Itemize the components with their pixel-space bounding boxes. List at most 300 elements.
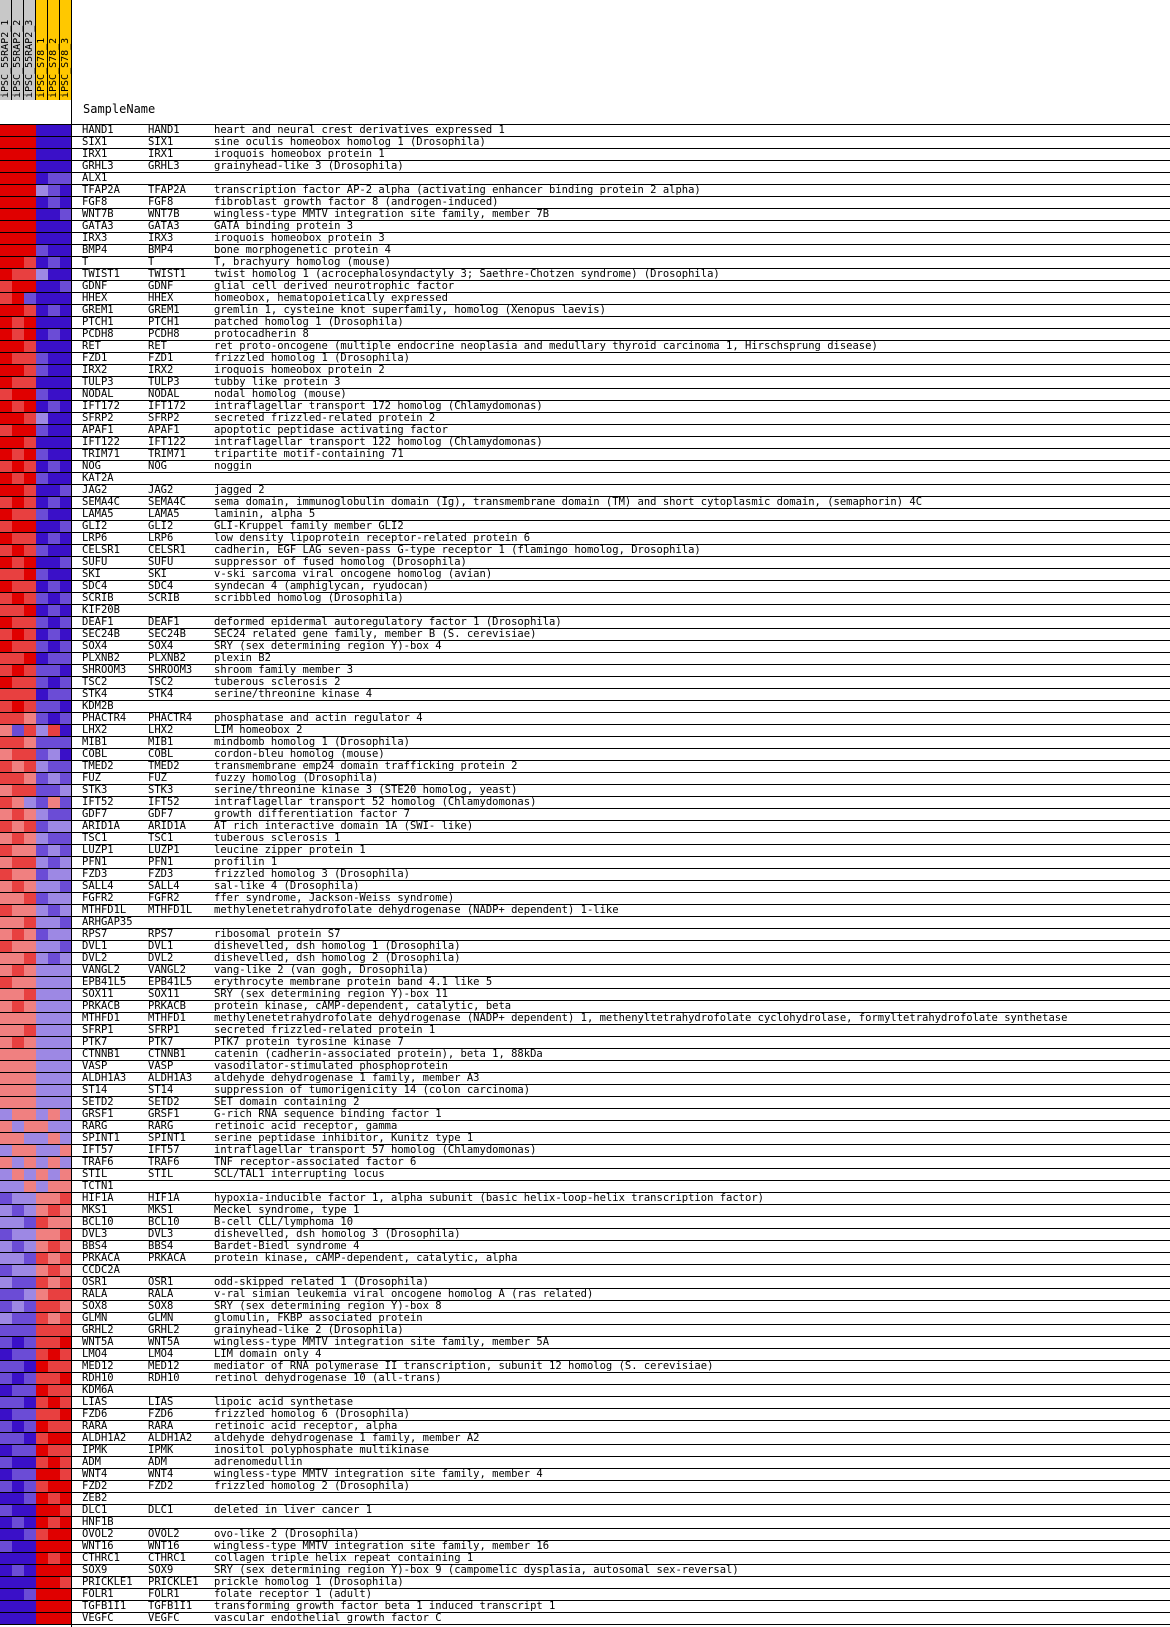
heatmap-cell: [36, 1409, 48, 1420]
sample-header: [0, 0, 1170, 125]
heatmap-cell: [36, 1229, 48, 1240]
gene-id: CCDC2A: [82, 1264, 120, 1276]
gene-description: T, brachyury homolog (mouse): [214, 256, 392, 268]
heatmap-cell: [12, 617, 24, 628]
heatmap-cell: [48, 1289, 60, 1300]
heatmap-cell: [0, 185, 12, 196]
gene-description: intraflagellar transport 172 homolog (Chlamydomonas): [214, 400, 543, 412]
heatmap-cell: [48, 749, 60, 760]
heatmap-cell: [48, 1553, 60, 1564]
heatmap-cell: [24, 749, 36, 760]
gene-id: FZD6: [82, 1408, 108, 1420]
gene-symbol: WNT5A: [148, 1336, 180, 1348]
heatmap-row: [0, 821, 1170, 833]
gene-symbol: MTHFD1L: [148, 904, 193, 916]
heatmap-cell: [12, 1601, 24, 1612]
heatmap-cell: [48, 281, 60, 292]
gene-symbol: SOX4: [148, 640, 174, 652]
heatmap-cell: [48, 377, 60, 388]
gene-symbol: TRIM71: [148, 448, 186, 460]
heatmap-row: [0, 521, 1170, 533]
heatmap-cell: [12, 1337, 24, 1348]
heatmap-cell: [36, 989, 48, 1000]
gene-description: intraflagellar transport 57 homolog (Chlamydomonas): [214, 1144, 537, 1156]
heatmap-cell: [0, 293, 12, 304]
gene-description: mediator of RNA polymerase II transcription, subunit 12 homolog (S. cerevisiae): [214, 1360, 714, 1372]
heatmap-cell: [0, 629, 12, 640]
gene-id: TRAF6: [82, 1156, 114, 1168]
gene-description: ffer syndrome, Jackson-Weiss syndrome): [214, 892, 455, 904]
gene-id: PRKACB: [82, 1000, 120, 1012]
heatmap-cell: [24, 1385, 36, 1396]
heatmap-cell: [12, 953, 24, 964]
heatmap-cell: [12, 137, 24, 148]
heatmap-cell: [12, 185, 24, 196]
heatmap-cell: [0, 1337, 12, 1348]
heatmap-cell: [48, 881, 60, 892]
heatmap-cell: [24, 1445, 36, 1456]
gene-description: erythrocyte membrane protein band 4.1 like 5: [214, 976, 493, 988]
column-header: [0, 0, 12, 100]
heatmap-cell: [24, 401, 36, 412]
gene-id: HNF1B: [82, 1516, 114, 1528]
heatmap-cell: [0, 737, 12, 748]
gene-id: TULP3: [82, 376, 114, 388]
heatmap-cell: [24, 869, 36, 880]
heatmap-cell: [24, 233, 36, 244]
gene-symbol: ALDH1A3: [148, 1072, 193, 1084]
heatmap-cell: [48, 1409, 60, 1420]
gene-id: SOX4: [82, 640, 108, 652]
heatmap-cell: [36, 1421, 48, 1432]
heatmap-cell: [12, 1529, 24, 1540]
heatmap-row: [0, 1445, 1170, 1457]
gene-symbol: TSC2: [148, 676, 174, 688]
heatmap-cell: [0, 1481, 12, 1492]
gene-symbol: RET: [148, 340, 167, 352]
gene-description: sema domain, immunoglobulin domain (Ig), transmembrane domain (TM) and short cytoplasmic domain, (semaphorin) 4C: [214, 496, 923, 508]
gene-symbol: IFT52: [148, 796, 180, 808]
gene-id: MED12: [82, 1360, 114, 1372]
heatmap-cell: [12, 569, 24, 580]
heatmap-cell: [12, 497, 24, 508]
gene-id: SETD2: [82, 1096, 114, 1108]
heatmap-cell: [36, 545, 48, 556]
heatmap-row: [0, 1193, 1170, 1205]
gene-id: SIX1: [82, 136, 108, 148]
heatmap-cell: [36, 1109, 48, 1120]
gene-symbol: FUZ: [148, 772, 167, 784]
heatmap-cell: [0, 833, 12, 844]
heatmap-cell: [24, 497, 36, 508]
gene-symbol: WNT16: [148, 1540, 180, 1552]
column-label: iPSC_55RAP2_1: [0, 19, 11, 98]
heatmap-cell: [24, 1037, 36, 1048]
heatmap-cell: [12, 629, 24, 640]
gene-id: LHX2: [82, 724, 108, 736]
heatmap-cell: [48, 485, 60, 496]
heatmap-row: [0, 1073, 1170, 1085]
heatmap-row: [0, 1337, 1170, 1349]
heatmap-cell: [36, 1541, 48, 1552]
gene-id: DVL1: [82, 940, 108, 952]
heatmap-cell: [0, 941, 12, 952]
heatmap-cell: [48, 1145, 60, 1156]
gene-symbol: FZD3: [148, 868, 174, 880]
gene-id: LMO4: [82, 1348, 108, 1360]
column-label: iPSC_55RAP2_3: [24, 19, 35, 98]
gene-description: ribosomal protein S7: [214, 928, 341, 940]
gene-symbol: NOG: [148, 460, 167, 472]
heatmap-cell: [48, 1493, 60, 1504]
heatmap-cell: [12, 1289, 24, 1300]
heatmap-cell: [36, 821, 48, 832]
gene-description: intraflagellar transport 122 homolog (Chlamydomonas): [214, 436, 543, 448]
heatmap-cell: [24, 857, 36, 868]
heatmap-cell: [36, 1373, 48, 1384]
heatmap-cell: [24, 1457, 36, 1468]
heatmap-cell: [24, 293, 36, 304]
heatmap-cell: [12, 1493, 24, 1504]
gene-id: STIL: [82, 1168, 108, 1180]
gene-symbol: SPINT1: [148, 1132, 186, 1144]
gene-description: LIM domain only 4: [214, 1348, 322, 1360]
heatmap-cell: [24, 797, 36, 808]
gene-description: v-ral simian leukemia viral oncogene homolog A (ras related): [214, 1288, 594, 1300]
heatmap-cell: [24, 389, 36, 400]
heatmap-cell: [24, 1481, 36, 1492]
heatmap-row: [0, 473, 1170, 485]
heatmap-cell: [36, 881, 48, 892]
heatmap-cell: [0, 1529, 12, 1540]
heatmap-cell: [48, 821, 60, 832]
heatmap-cell: [12, 1253, 24, 1264]
gene-id: FZD2: [82, 1480, 108, 1492]
heatmap-cell: [24, 1157, 36, 1168]
gene-id: COBL: [82, 748, 108, 760]
gene-id: FZD3: [82, 868, 108, 880]
heatmap-cell: [0, 1157, 12, 1168]
gene-id: IPMK: [82, 1444, 108, 1456]
heatmap-row: [0, 1469, 1170, 1481]
heatmap-cell: [48, 1337, 60, 1348]
gene-id: VANGL2: [82, 964, 120, 976]
heatmap-cell: [48, 1253, 60, 1264]
gene-id: SFRP1: [82, 1024, 114, 1036]
gene-id: SEC24B: [82, 628, 120, 640]
gene-description: prickle homolog 1 (Drosophila): [214, 1576, 404, 1588]
heatmap-cell: [12, 269, 24, 280]
gene-symbol: SEMA4C: [148, 496, 186, 508]
heatmap-cell: [0, 1373, 12, 1384]
gene-description: B-cell CLL/lymphoma 10: [214, 1216, 354, 1228]
heatmap-cell: [36, 437, 48, 448]
heatmap-cell: [12, 1385, 24, 1396]
heatmap-cell: [48, 677, 60, 688]
heatmap-cell: [0, 557, 12, 568]
gene-symbol: TULP3: [148, 376, 180, 388]
heatmap-cell: [0, 509, 12, 520]
heatmap-cell: [24, 953, 36, 964]
heatmap-cell: [0, 1133, 12, 1144]
heatmap-row: [0, 665, 1170, 677]
heatmap-cell: [0, 1397, 12, 1408]
heatmap-cell: [12, 161, 24, 172]
heatmap-cell: [24, 653, 36, 664]
heatmap-cell: [0, 1121, 12, 1132]
heatmap-cell: [48, 761, 60, 772]
heatmap-cell: [36, 161, 48, 172]
heatmap-cell: [0, 329, 12, 340]
heatmap-cell: [48, 1001, 60, 1012]
heatmap-cell: [12, 1421, 24, 1432]
gene-symbol: MTHFD1: [148, 1012, 186, 1024]
heatmap-cell: [48, 473, 60, 484]
gene-id: ARHGAP35: [82, 916, 133, 928]
gene-id: PRKACA: [82, 1252, 120, 1264]
heatmap-cell: [36, 977, 48, 988]
column-header: [48, 0, 60, 100]
heatmap-cell: [48, 809, 60, 820]
heatmap-row: [0, 1481, 1170, 1493]
gene-id: HAND1: [82, 124, 114, 136]
heatmap-cell: [12, 1613, 24, 1624]
gene-id: GRHL2: [82, 1324, 114, 1336]
heatmap-cell: [36, 257, 48, 268]
gene-id: LAMA5: [82, 508, 114, 520]
gene-id: STK4: [82, 688, 108, 700]
heatmap-cell: [0, 1541, 12, 1552]
heatmap-row: [0, 689, 1170, 701]
gene-description: mindbomb homolog 1 (Drosophila): [214, 736, 410, 748]
heatmap-cell: [0, 317, 12, 328]
heatmap-cell: [24, 329, 36, 340]
heatmap-cell: [48, 1373, 60, 1384]
heatmap-cell: [48, 689, 60, 700]
heatmap-cell: [36, 1169, 48, 1180]
heatmap-cell: [0, 533, 12, 544]
gene-symbol: FGFR2: [148, 892, 180, 904]
heatmap-cell: [36, 221, 48, 232]
gene-symbol: TSC1: [148, 832, 174, 844]
gene-description: Bardet-Biedl syndrome 4: [214, 1240, 360, 1252]
gene-description: wingless-type MMTV integration site family, member 7B: [214, 208, 550, 220]
gene-symbol: PTK7: [148, 1036, 174, 1048]
heatmap-cell: [12, 413, 24, 424]
gene-symbol: IRX2: [148, 364, 174, 376]
heatmap-row: [0, 1229, 1170, 1241]
heatmap-cell: [48, 1025, 60, 1036]
heatmap-cell: [48, 509, 60, 520]
heatmap-row: [0, 545, 1170, 557]
gene-symbol: DVL1: [148, 940, 174, 952]
heatmap-cell: [36, 701, 48, 712]
heatmap-cell: [0, 1145, 12, 1156]
heatmap-cell: [36, 1253, 48, 1264]
gene-description: tuberous sclerosis 1: [214, 832, 341, 844]
heatmap-row: [0, 1301, 1170, 1313]
gene-description: cadherin, EGF LAG seven-pass G-type receptor 1 (flamingo homolog, Drosophila): [214, 544, 701, 556]
gene-symbol: TMED2: [148, 760, 180, 772]
heatmap-cell: [36, 761, 48, 772]
heatmap-cell: [36, 1313, 48, 1324]
heatmap-cell: [24, 941, 36, 952]
heatmap-cell: [12, 1277, 24, 1288]
heatmap-cell: [36, 137, 48, 148]
gene-id: PHACTR4: [82, 712, 127, 724]
heatmap-cell: [0, 593, 12, 604]
gene-symbol: HAND1: [148, 124, 180, 136]
gene-symbol: LIAS: [148, 1396, 174, 1408]
heatmap-cell: [48, 1109, 60, 1120]
heatmap-divider: [71, 0, 72, 1627]
gene-symbol: TRAF6: [148, 1156, 180, 1168]
heatmap-cell: [12, 1037, 24, 1048]
column-label: iPSC_55RAP2_2: [12, 19, 23, 98]
heatmap-cell: [12, 1001, 24, 1012]
heatmap-cell: [48, 1397, 60, 1408]
gene-symbol: SOX8: [148, 1300, 174, 1312]
heatmap-row: [0, 1265, 1170, 1277]
gene-description: odd-skipped related 1 (Drosophila): [214, 1276, 429, 1288]
gene-symbol: IFT57: [148, 1144, 180, 1156]
heatmap-cell: [0, 1349, 12, 1360]
heatmap-cell: [24, 1241, 36, 1252]
heatmap-cell: [36, 401, 48, 412]
heatmap-cell: [48, 365, 60, 376]
heatmap-cell: [0, 497, 12, 508]
heatmap-cell: [12, 437, 24, 448]
heatmap-cell: [36, 569, 48, 580]
gene-description: gremlin 1, cysteine knot superfamily, homolog (Xenopus laevis): [214, 304, 606, 316]
heatmap-cell: [36, 1217, 48, 1228]
heatmap-cell: [48, 629, 60, 640]
heatmap-cell: [48, 605, 60, 616]
heatmap-cell: [48, 965, 60, 976]
gene-description: glomulin, FKBP associated protein: [214, 1312, 423, 1324]
heatmap-cell: [12, 581, 24, 592]
gene-description: nodal homolog (mouse): [214, 388, 347, 400]
gene-symbol: RARA: [148, 1420, 174, 1432]
heatmap-cell: [36, 509, 48, 520]
heatmap-cell: [48, 1121, 60, 1132]
heatmap-row: [0, 221, 1170, 233]
heatmap-cell: [12, 1589, 24, 1600]
heatmap-cell: [48, 833, 60, 844]
heatmap-cell: [48, 137, 60, 148]
gene-symbol: OSR1: [148, 1276, 174, 1288]
heatmap-cell: [12, 1409, 24, 1420]
gene-id: PCDH8: [82, 328, 114, 340]
gene-description: secreted frizzled-related protein 2: [214, 412, 436, 424]
gene-symbol: GLMN: [148, 1312, 174, 1324]
heatmap-cell: [48, 593, 60, 604]
gene-id: FUZ: [82, 772, 101, 784]
heatmap-cell: [36, 617, 48, 628]
gene-id: IRX2: [82, 364, 108, 376]
heatmap-cell: [48, 329, 60, 340]
heatmap-cell: [24, 341, 36, 352]
heatmap-cell: [12, 1373, 24, 1384]
gene-symbol: PRICKLE1: [148, 1576, 199, 1588]
heatmap-cell: [24, 413, 36, 424]
heatmap-cell: [36, 245, 48, 256]
heatmap-row: [0, 137, 1170, 149]
heatmap-cell: [48, 1601, 60, 1612]
heatmap-cell: [36, 1133, 48, 1144]
heatmap-cell: [12, 941, 24, 952]
heatmap-cell: [36, 1469, 48, 1480]
gene-description: vasodilator-stimulated phosphoprotein: [214, 1060, 448, 1072]
heatmap-cell: [0, 1265, 12, 1276]
heatmap-cell: [36, 1265, 48, 1276]
heatmap-cell: [12, 1049, 24, 1060]
gene-id: HHEX: [82, 292, 108, 304]
heatmap-cell: [0, 461, 12, 472]
gene-description: folate receptor 1 (adult): [214, 1588, 373, 1600]
heatmap-row: [0, 725, 1170, 737]
heatmap-cell: [36, 629, 48, 640]
gene-symbol: TWIST1: [148, 268, 186, 280]
heatmap-cell: [48, 1469, 60, 1480]
gene-description: retinoic acid receptor, gamma: [214, 1120, 398, 1132]
heatmap-cell: [48, 1181, 60, 1192]
heatmap-cell: [24, 905, 36, 916]
heatmap-cell: [24, 1121, 36, 1132]
heatmap-cell: [24, 989, 36, 1000]
heatmap-cell: [0, 1517, 12, 1528]
heatmap-cell: [24, 1049, 36, 1060]
gene-symbol: HHEX: [148, 292, 174, 304]
heatmap-row: [0, 857, 1170, 869]
heatmap-cell: [24, 1253, 36, 1264]
heatmap-cell: [48, 425, 60, 436]
heatmap-cell: [0, 437, 12, 448]
heatmap-cell: [12, 1469, 24, 1480]
heatmap-cell: [0, 1085, 12, 1096]
heatmap-cell: [0, 1181, 12, 1192]
heatmap-cell: [48, 461, 60, 472]
heatmap-cell: [0, 1553, 12, 1564]
heatmap-cell: [0, 1469, 12, 1480]
heatmap-cell: [24, 629, 36, 640]
gene-symbol: DVL2: [148, 952, 174, 964]
gene-symbol: MKS1: [148, 1204, 174, 1216]
gene-description: retinol dehydrogenase 10 (all-trans): [214, 1372, 442, 1384]
gene-id: IFT172: [82, 400, 120, 412]
heatmap-cell: [36, 1205, 48, 1216]
heatmap-cell: [12, 713, 24, 724]
heatmap-cell: [24, 317, 36, 328]
gene-id: ADM: [82, 1456, 101, 1468]
gene-description: transmembrane emp24 domain trafficking protein 2: [214, 760, 518, 772]
gene-id: RPS7: [82, 928, 108, 940]
heatmap-cell: [12, 1553, 24, 1564]
gene-id: SPINT1: [82, 1132, 120, 1144]
heatmap-cell: [36, 557, 48, 568]
heatmap-cell: [36, 1589, 48, 1600]
gene-symbol: SFRP1: [148, 1024, 180, 1036]
heatmap-cell: [24, 1361, 36, 1372]
gene-symbol: IRX3: [148, 232, 174, 244]
heatmap-cell: [12, 1565, 24, 1576]
heatmap-cell: [36, 1445, 48, 1456]
heatmap-cell: [48, 173, 60, 184]
heatmap-cell: [12, 737, 24, 748]
heatmap-cell: [24, 581, 36, 592]
heatmap-cell: [0, 869, 12, 880]
heatmap-cell: [0, 1313, 12, 1324]
